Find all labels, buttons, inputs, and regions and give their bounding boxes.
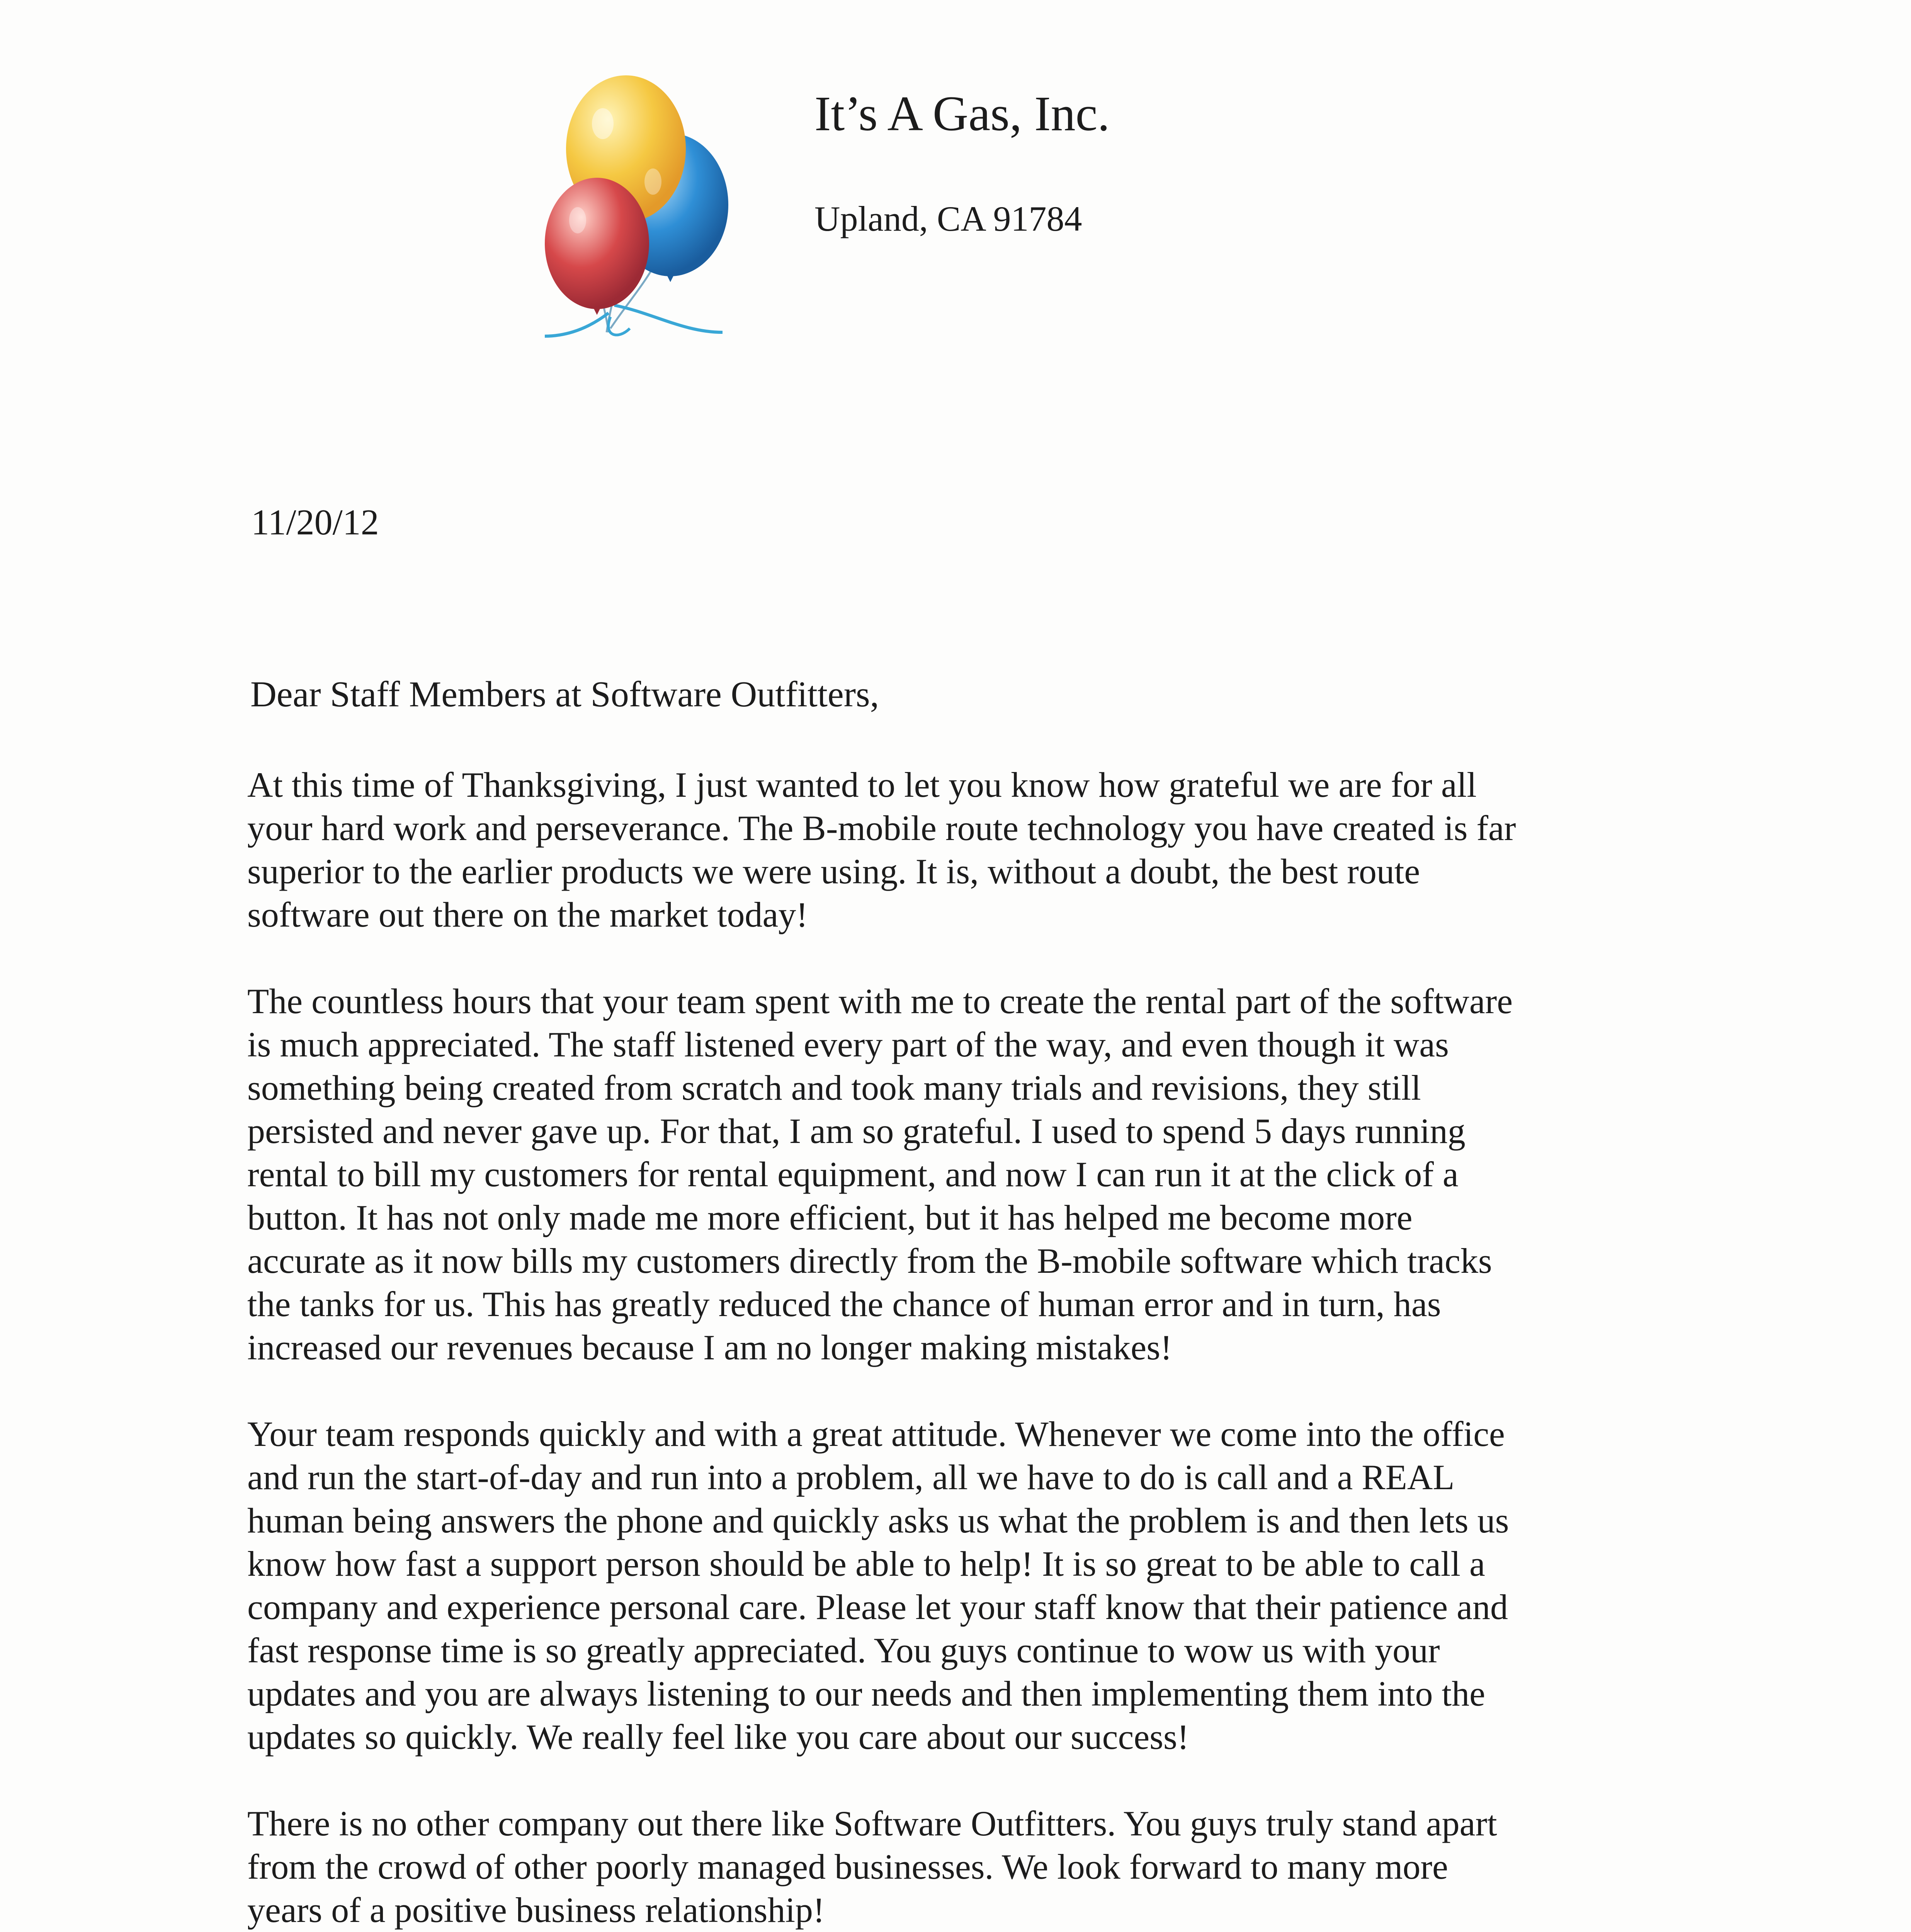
text-line: superior to the earlier products we were using. It is, without a doubt, the best route bbox=[247, 852, 1420, 891]
text-line: fast response time is so greatly appreciated. You guys continue to wow us with your bbox=[247, 1631, 1440, 1670]
text-line: is much appreciated. The staff listened every part of the way, and even though it was bbox=[247, 1025, 1449, 1064]
text-line: your hard work and perseverance. The B-mobile route technology you have created is far bbox=[247, 808, 1516, 848]
letter-paragraph bbox=[247, 763, 1623, 936]
balloons-icon bbox=[537, 66, 746, 344]
text-line: increased our revenues because I am no longer making mistakes! bbox=[247, 1328, 1172, 1367]
text-line: Your team responds quickly and with a great attitude. Whenever we come into the office bbox=[247, 1414, 1505, 1454]
letter-salutation: Dear Staff Members at Software Outfitters, bbox=[250, 674, 879, 714]
text-line: software out there on the market today! bbox=[247, 895, 808, 934]
letter-body bbox=[247, 763, 1623, 1932]
text-line: rental to bill my customers for rental equipment, and now I can run it at the click of a bbox=[247, 1155, 1459, 1194]
text-line: There is no other company out there like Software Outfitters. You guys truly stand apart bbox=[247, 1804, 1497, 1843]
text-line: from the crowd of other poorly managed businesses. We look forward to many more bbox=[247, 1847, 1448, 1886]
text-line: company and experience personal care. Please let your staff know that their patience and bbox=[247, 1587, 1508, 1627]
letterhead-company-name: It’s A Gas, Inc. bbox=[814, 86, 1110, 141]
text-line: button. It has not only made me more efficient, but it has helped me become more bbox=[247, 1198, 1413, 1237]
text-line: updates and you are always listening to our needs and then implementing them into the bbox=[247, 1674, 1485, 1713]
text-line: updates so quickly. We really feel like you care about our success! bbox=[247, 1717, 1189, 1757]
text-line: years of a positive business relationship! bbox=[247, 1890, 825, 1930]
letter-paragraph bbox=[247, 980, 1623, 1369]
letter-paragraph bbox=[247, 1802, 1623, 1932]
text-line: something being created from scratch and took many trials and revisions, they still bbox=[247, 1068, 1421, 1107]
text-line: The countless hours that your team spent with me to create the rental part of the software bbox=[247, 981, 1513, 1021]
text-line: persisted and never gave up. For that, I am so grateful. I used to spend 5 days running bbox=[247, 1111, 1466, 1151]
letter-date: 11/20/12 bbox=[251, 502, 379, 543]
letter-paragraph bbox=[247, 1412, 1623, 1759]
text-line: the tanks for us. This has greatly reduced the chance of human error and in turn, has bbox=[247, 1284, 1441, 1324]
text-line: and run the start-of-day and run into a problem, all we have to do is call and a REAL bbox=[247, 1458, 1455, 1497]
text-line: human being answers the phone and quickly asks us what the problem is and then lets us bbox=[247, 1501, 1509, 1540]
text-line: know how fast a support person should be able to help! It is so great to be able to call a bbox=[247, 1544, 1485, 1583]
text-line: At this time of Thanksgiving, I just wanted to let you know how grateful we are for all bbox=[247, 765, 1477, 804]
text-line: accurate as it now bills my customers directly from the B-mobile software which tracks bbox=[247, 1241, 1492, 1281]
letterhead-address: Upland, CA 91784 bbox=[814, 199, 1082, 238]
